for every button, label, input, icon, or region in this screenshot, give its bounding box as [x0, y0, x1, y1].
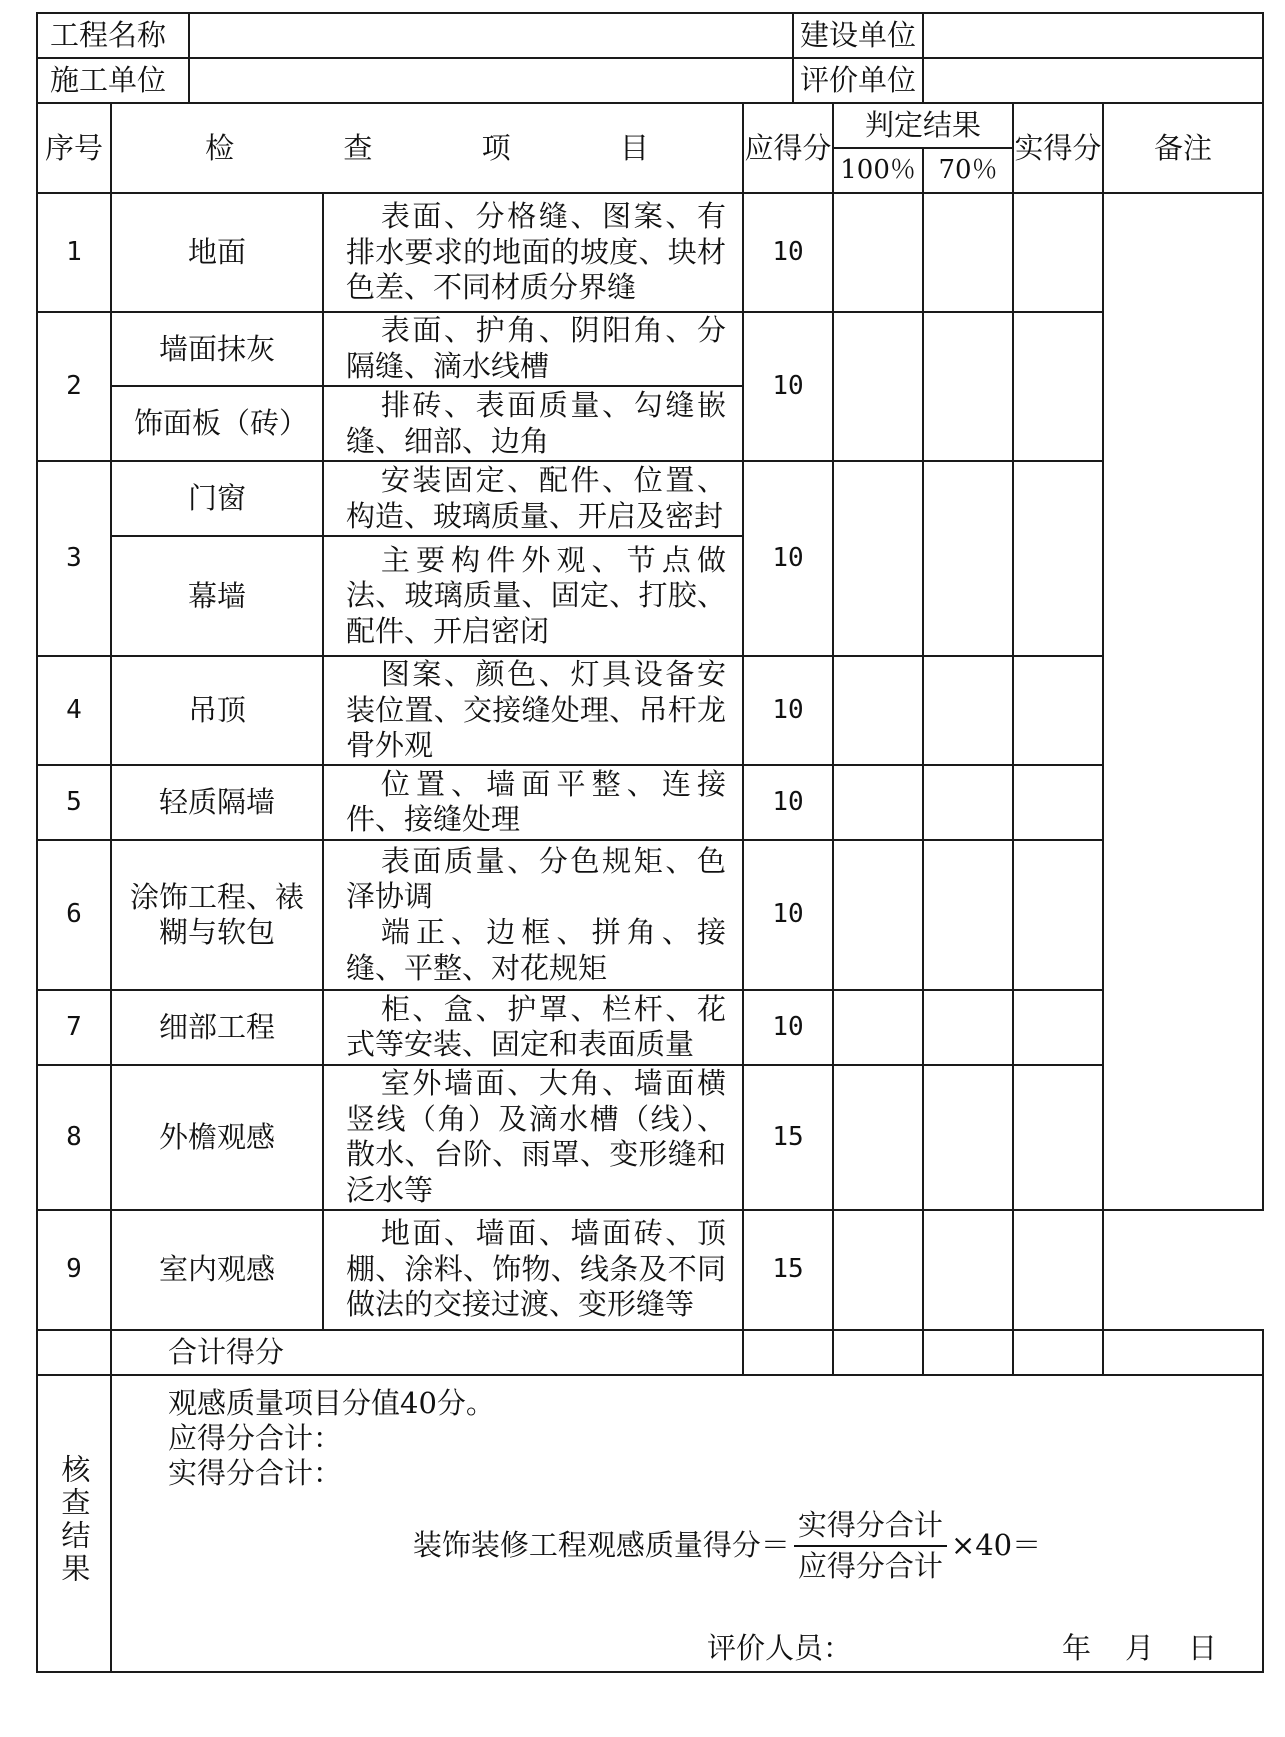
row-due-score: 10 — [743, 193, 833, 312]
row-desc: 位置、墙面平整、连接件、接缝处理 — [323, 765, 743, 840]
total-label: 合计得分 — [111, 1330, 743, 1375]
row-item-sub: 幕墙 — [111, 536, 323, 656]
column-header-row — [37, 103, 1263, 148]
total-pct100-cell[interactable] — [833, 1330, 923, 1375]
formula-left: 装饰装修工程观感质量得分＝ — [412, 1528, 790, 1563]
row-actual-cell[interactable] — [1013, 312, 1103, 461]
row-desc: 地面、墙面、墙面砖、顶棚、涂料、饰物、线条及不同做法的交接过渡、变形缝等 — [323, 1210, 743, 1330]
col-seq: 序号 — [37, 103, 111, 193]
row-pct70-cell[interactable] — [923, 1210, 1013, 1330]
row-actual-cell[interactable] — [1013, 656, 1103, 765]
row-desc: 表面、护角、阴阳角、分隔缝、滴水线槽 — [323, 312, 743, 386]
header-row-constructor — [37, 58, 1263, 103]
row-item: 轻质隔墙 — [111, 765, 323, 840]
row-seq: 1 — [37, 193, 111, 312]
row-pct100-cell[interactable] — [833, 656, 923, 765]
remark-cell[interactable] — [1103, 193, 1263, 1210]
table-row — [37, 840, 1263, 990]
row-due-score: 15 — [743, 1065, 833, 1210]
formula-fraction — [794, 1508, 947, 1584]
review-line-2: 应得分合计： — [168, 1420, 343, 1455]
signature-line — [112, 1631, 1262, 1671]
review-label-cell — [37, 1375, 111, 1673]
col-judgment: 判定结果 — [833, 103, 1013, 148]
row-pct100-cell[interactable] — [833, 193, 923, 312]
row-seq: 4 — [37, 656, 111, 765]
header-row-project — [37, 13, 1263, 58]
table-row — [37, 765, 1263, 840]
row-pct100-cell[interactable] — [833, 765, 923, 840]
row-pct100-cell[interactable] — [833, 1210, 923, 1330]
row-seq: 8 — [37, 1065, 111, 1210]
col-due-score: 应得分 — [743, 103, 833, 193]
formula-numerator: 实得分合计 — [794, 1508, 947, 1547]
formula-denominator: 应得分合计 — [797, 1548, 943, 1583]
row-pct100-cell[interactable] — [833, 461, 923, 656]
row-actual-cell[interactable] — [1013, 1065, 1103, 1210]
row-pct100-cell[interactable] — [833, 1065, 923, 1210]
table-row — [37, 312, 1263, 386]
row-due-score: 15 — [743, 1210, 833, 1330]
row-desc: 安装固定、配件、位置、构造、玻璃质量、开启及密封 — [323, 461, 743, 536]
row-seq: 6 — [37, 840, 111, 990]
review-line-3: 实得分合计： — [168, 1456, 343, 1491]
row-desc: 柜、盒、护罩、栏杆、花式等安装、固定和表面质量 — [323, 990, 743, 1065]
table-row — [37, 656, 1263, 765]
col-check-item: 检 查 项 目 — [111, 103, 743, 193]
row-actual-cell[interactable] — [1013, 461, 1103, 656]
row-pct70-cell[interactable] — [923, 1065, 1013, 1210]
row-due-score: 10 — [743, 461, 833, 656]
row-seq: 3 — [37, 461, 111, 656]
row-seq: 7 — [37, 990, 111, 1065]
row-item: 地面 — [111, 193, 323, 312]
row-due-score: 10 — [743, 312, 833, 461]
row-pct70-cell[interactable] — [923, 312, 1013, 461]
row-due-score: 10 — [743, 990, 833, 1065]
score-formula — [192, 1508, 1262, 1584]
row-pct100-cell[interactable] — [833, 840, 923, 990]
row-pct100-cell[interactable] — [833, 990, 923, 1065]
row-pct70-cell[interactable] — [923, 840, 1013, 990]
row-pct70-cell[interactable] — [923, 193, 1013, 312]
row-pct70-cell[interactable] — [923, 461, 1013, 656]
row-desc-sub: 排砖、表面质量、勾缝嵌缝、细部、边角 — [323, 386, 743, 461]
row-item: 细部工程 — [111, 990, 323, 1065]
evaluator-unit-label: 评价单位 — [793, 58, 923, 103]
row-due-score: 10 — [743, 656, 833, 765]
row-actual-cell[interactable] — [1013, 990, 1103, 1065]
total-actual-cell[interactable] — [1013, 1330, 1103, 1375]
col-actual-score: 实得分 — [1013, 103, 1103, 193]
col-remark: 备注 — [1103, 103, 1263, 193]
row-actual-cell[interactable] — [1013, 840, 1103, 990]
row-pct70-cell[interactable] — [923, 656, 1013, 765]
review-line-1: 观感质量项目分值40分。 — [168, 1385, 495, 1420]
row-desc: 表面质量、分色规矩、色泽协调 端正、边框、拼角、接缝、平整、对花规矩 — [323, 840, 743, 990]
total-pct70-cell[interactable] — [923, 1330, 1013, 1375]
builder-field[interactable] — [923, 13, 1263, 58]
table-row — [37, 461, 1263, 536]
row-actual-cell[interactable] — [1013, 765, 1103, 840]
constructor-label: 施工单位 — [37, 58, 189, 103]
row-seq: 9 — [37, 1210, 111, 1330]
project-name-label: 工程名称 — [37, 13, 189, 58]
review-content — [111, 1375, 1263, 1673]
row-item: 吊顶 — [111, 656, 323, 765]
row-item: 室内观感 — [111, 1210, 323, 1330]
row-due-score: 10 — [743, 840, 833, 990]
col-pct70: 70％ — [923, 148, 1013, 193]
table-row — [37, 990, 1263, 1065]
review-label: 核查结果 — [57, 1453, 92, 1586]
evaluator-person-label: 评价人员： — [707, 1631, 853, 1666]
row-desc-sub: 主要构件外观、节点做法、玻璃质量、固定、打胶、配件、开启密闭 — [323, 536, 743, 656]
builder-label: 建设单位 — [793, 13, 923, 58]
row-item: 墙面抹灰 — [111, 312, 323, 386]
evaluation-form — [36, 12, 1258, 1719]
row-desc: 图案、颜色、灯具设备安装位置、交接缝处理、吊杆龙骨外观 — [323, 656, 743, 765]
constructor-field[interactable] — [189, 58, 793, 103]
row-pct100-cell[interactable] — [833, 312, 923, 461]
table-row — [37, 1210, 1263, 1330]
formula-right: ×40＝ — [950, 1528, 1042, 1563]
row-pct70-cell[interactable] — [923, 765, 1013, 840]
row-desc: 表面、分格缝、图案、有排水要求的地面的坡度、块材色差、不同材质分界缝 — [323, 193, 743, 312]
row-item: 涂饰工程、裱糊与软包 — [111, 840, 323, 990]
row-pct70-cell[interactable] — [923, 990, 1013, 1065]
table-row — [37, 193, 1263, 312]
row-item-sub: 饰面板（砖） — [111, 386, 323, 461]
date-label: 年月日 — [1062, 1631, 1252, 1666]
project-name-field[interactable] — [189, 13, 793, 58]
review-row — [37, 1375, 1263, 1673]
row-actual-cell[interactable] — [1013, 1210, 1103, 1330]
row-seq: 5 — [37, 765, 111, 840]
row-item: 外檐观感 — [111, 1065, 323, 1210]
row-desc: 室外墙面、大角、墙面横竖线（角）及滴水槽（线）、散水、台阶、雨罩、变形缝和泛水等 — [323, 1065, 743, 1210]
table-row — [37, 1065, 1263, 1210]
row-seq: 2 — [37, 312, 111, 461]
total-row — [37, 1330, 1263, 1375]
total-seq-cell — [37, 1330, 111, 1375]
row-actual-cell[interactable] — [1013, 193, 1103, 312]
col-pct100: 100％ — [833, 148, 923, 193]
row-due-score: 10 — [743, 765, 833, 840]
evaluator-unit-field[interactable] — [923, 58, 1263, 103]
total-remark-cell[interactable] — [1103, 1330, 1263, 1375]
total-due-cell[interactable] — [743, 1330, 833, 1375]
evaluation-table — [36, 12, 1264, 1673]
row-item: 门窗 — [111, 461, 323, 536]
